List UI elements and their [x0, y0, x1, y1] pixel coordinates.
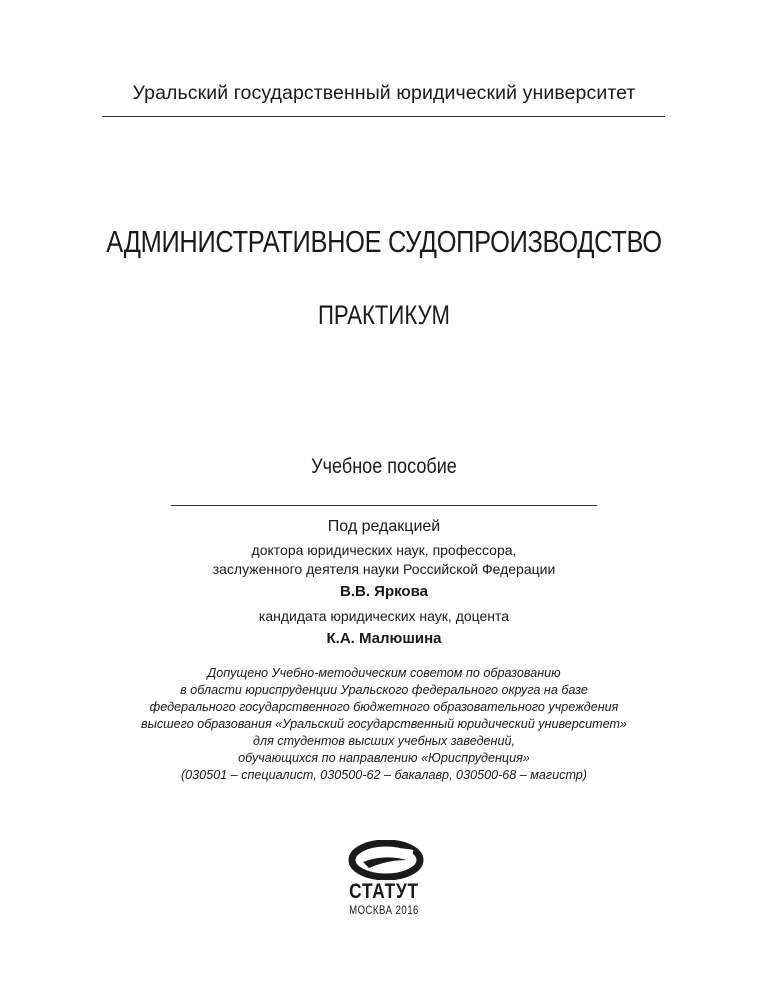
approval-line: обучающихся по направлению «Юриспруденция» [238, 751, 530, 765]
book-title: АДМИНИСТРАТИВНОЕ СУДОПРОИЗВОДСТВО [106, 224, 662, 259]
university-name: Уральский государственный юридический университет [132, 82, 636, 104]
publisher-name: СТАТУТ [349, 880, 419, 903]
statut-logo-icon [343, 840, 429, 880]
editor1-name: В.В. Яркова [340, 583, 428, 600]
approval-line: Допущено Учебно-методическим советом по образованию [207, 666, 561, 680]
editor2-name: К.А. Малюшина [326, 630, 442, 647]
publisher-city-year: МОСКВА 2016 [349, 903, 419, 917]
approval-line: федерального государственного бюджетного образовательного учреждения [149, 700, 619, 714]
top-divider [102, 116, 665, 117]
book-type: Учебное пособие [311, 455, 457, 478]
approval-line: (030501 – специалист, 030500-62 – бакалавр, 030500-68 – магистр) [180, 768, 587, 782]
approval-line: высшего образования «Уральский государственный юридический университет» [141, 717, 627, 731]
editor1-credentials-line2: заслуженного деятеля науки Российской Федерации [212, 561, 556, 577]
approval-line: для студентов высших учебных заведений, [253, 734, 515, 748]
editor1-credentials-line1: доктора юридических наук, профессора, [251, 542, 517, 558]
approval-line: в области юриспруденции Уральского федерального округа на базе [180, 683, 588, 697]
editor2-credentials: кандидата юридических наук, доцента [258, 608, 510, 624]
middle-divider [171, 505, 597, 506]
edited-by-heading: Под редакцией [327, 518, 441, 535]
book-subtitle: ПРАКТИКУМ [318, 300, 450, 330]
